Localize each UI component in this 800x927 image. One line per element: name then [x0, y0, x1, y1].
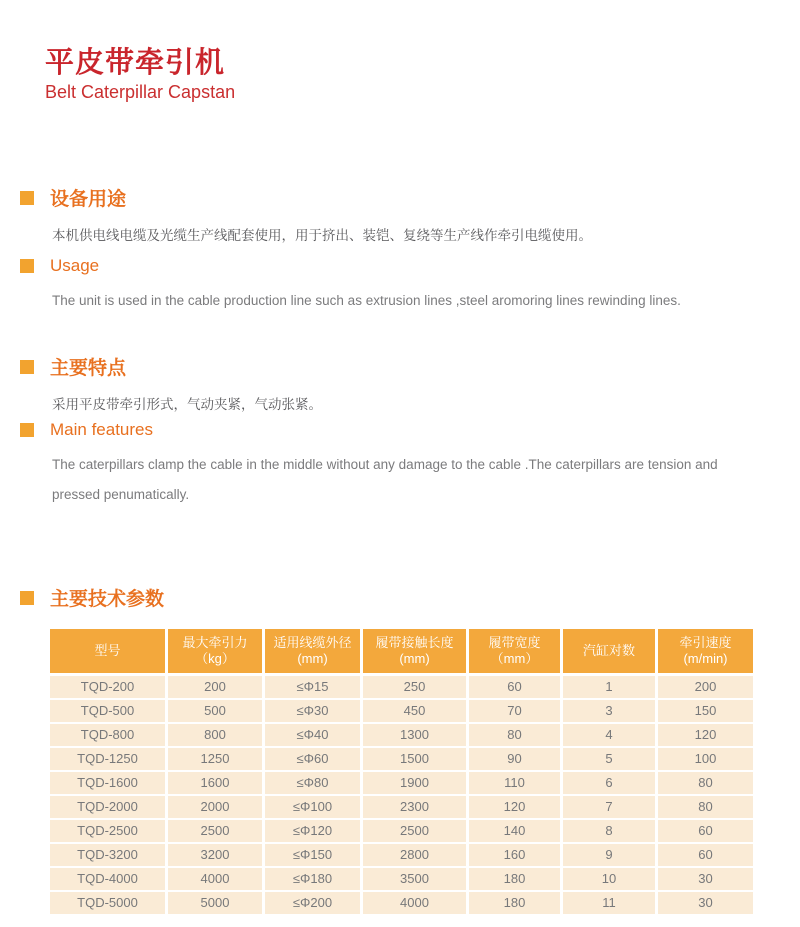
table-cell: 250 — [363, 676, 466, 698]
section-heading-row — [20, 584, 780, 611]
table-cell: 500 — [168, 700, 262, 722]
table-cell: 5000 — [168, 892, 262, 914]
table-header-row — [50, 629, 753, 673]
table-cell: 1 — [563, 676, 655, 698]
section-body-text: The caterpillars clamp the cable in the middle without any damage to the cable .The caterpillars are tension and pressed penumatically. — [52, 457, 718, 502]
table-cell: 9 — [563, 844, 655, 866]
table-row — [50, 676, 753, 698]
square-bullet-icon — [20, 259, 34, 273]
table-row — [50, 892, 753, 914]
table-cell: 1500 — [363, 748, 466, 770]
section-usage-en — [20, 256, 780, 316]
page-title-chinese: 平皮带牵引机 — [45, 47, 226, 79]
column-header: 型号 — [50, 629, 165, 673]
section-heading-row — [20, 353, 780, 380]
table-row — [50, 844, 753, 866]
page-title-english: Belt Caterpillar Capstan — [45, 82, 236, 102]
table-cell: ≤Φ40 — [265, 724, 360, 746]
square-bullet-icon — [20, 191, 34, 205]
column-header: 牵引速度 (m/min) — [658, 629, 753, 673]
section-heading: Main features — [50, 420, 153, 439]
table-cell: 4 — [563, 724, 655, 746]
table-cell: 110 — [469, 772, 560, 794]
table-row — [50, 772, 753, 794]
column-header: 最大牵引力 （kg） — [168, 629, 262, 673]
table-cell: 8 — [563, 820, 655, 842]
table-cell: TQD-500 — [50, 700, 165, 722]
column-header: 履带接触长度 (mm) — [363, 629, 466, 673]
table-cell: 7 — [563, 796, 655, 818]
table-cell: 3200 — [168, 844, 262, 866]
table-cell: 30 — [658, 868, 753, 890]
table-cell: TQD-1600 — [50, 772, 165, 794]
square-bullet-icon — [20, 423, 34, 437]
table-cell: 140 — [469, 820, 560, 842]
table-cell: 200 — [168, 676, 262, 698]
table-cell: 150 — [658, 700, 753, 722]
section-main-features-en — [20, 420, 780, 510]
table-cell: TQD-1250 — [50, 748, 165, 770]
table-cell: 30 — [658, 892, 753, 914]
table-cell: 11 — [563, 892, 655, 914]
table-cell: ≤Φ15 — [265, 676, 360, 698]
table-cell: 2500 — [363, 820, 466, 842]
section-heading-row — [20, 184, 780, 211]
table-cell: ≤Φ120 — [265, 820, 360, 842]
section-heading-row — [20, 256, 780, 276]
table-cell: 160 — [469, 844, 560, 866]
table-cell: 2300 — [363, 796, 466, 818]
section-main-features-cn — [20, 353, 780, 420]
table-cell: 2800 — [363, 844, 466, 866]
table-cell: 180 — [469, 868, 560, 890]
table-cell: 450 — [363, 700, 466, 722]
section-device-usage-cn — [20, 184, 780, 251]
table-cell: 4000 — [168, 868, 262, 890]
table-cell: 120 — [469, 796, 560, 818]
table-cell: ≤Φ150 — [265, 844, 360, 866]
table-cell: 1250 — [168, 748, 262, 770]
table-cell: 800 — [168, 724, 262, 746]
table-cell: 1600 — [168, 772, 262, 794]
table-body — [50, 676, 753, 914]
table-cell: 6 — [563, 772, 655, 794]
table-cell: ≤Φ30 — [265, 700, 360, 722]
table-cell: TQD-3200 — [50, 844, 165, 866]
square-bullet-icon — [20, 360, 34, 374]
table-cell: TQD-200 — [50, 676, 165, 698]
table-row — [50, 820, 753, 842]
section-heading: 主要技术参数 — [50, 589, 165, 610]
table-cell: 120 — [658, 724, 753, 746]
square-bullet-icon — [20, 591, 34, 605]
column-header: 汽缸对数 — [563, 629, 655, 673]
table-row — [50, 868, 753, 890]
table-cell: 200 — [658, 676, 753, 698]
section-body-text: 本机供电线电缆及光缆生产线配套使用，用于挤出、装铠、复绕等生产线作牵引电缆使用。 — [52, 228, 592, 243]
table-cell: 2000 — [168, 796, 262, 818]
table-cell: ≤Φ60 — [265, 748, 360, 770]
table-cell: ≤Φ100 — [265, 796, 360, 818]
section-tech-parameters — [20, 584, 780, 611]
table-cell: 100 — [658, 748, 753, 770]
table-cell: 60 — [658, 820, 753, 842]
table-cell: TQD-2500 — [50, 820, 165, 842]
table-cell: 80 — [658, 772, 753, 794]
table-cell: 180 — [469, 892, 560, 914]
table-cell: 1900 — [363, 772, 466, 794]
section-body-text: The unit is used in the cable production line such as extrusion lines ,steel aromoring lines rewinding lines. — [52, 293, 681, 308]
table-row — [50, 700, 753, 722]
table-cell: 3 — [563, 700, 655, 722]
table-cell: TQD-2000 — [50, 796, 165, 818]
section-heading: 主要特点 — [50, 358, 127, 379]
section-heading: 设备用途 — [50, 189, 127, 210]
table-cell: 80 — [469, 724, 560, 746]
table-cell: 5 — [563, 748, 655, 770]
table-cell: 80 — [658, 796, 753, 818]
table-cell: 70 — [469, 700, 560, 722]
table-cell: TQD-800 — [50, 724, 165, 746]
table-cell: 90 — [469, 748, 560, 770]
section-heading-row — [20, 420, 780, 440]
table-cell: ≤Φ80 — [265, 772, 360, 794]
spec-table — [50, 629, 753, 914]
section-heading: Usage — [50, 256, 100, 275]
table-row — [50, 748, 753, 770]
section-body-text: 采用平皮带牵引形式，气动夹紧，气动张紧。 — [52, 397, 322, 412]
table-cell: TQD-5000 — [50, 892, 165, 914]
table-cell: 10 — [563, 868, 655, 890]
table-cell: 60 — [658, 844, 753, 866]
table-row — [50, 724, 753, 746]
table-cell: 2500 — [168, 820, 262, 842]
table-row — [50, 796, 753, 818]
table-cell: 3500 — [363, 868, 466, 890]
column-header: 适用线缆外径 (mm) — [265, 629, 360, 673]
table-cell: 4000 — [363, 892, 466, 914]
column-header: 履带宽度 （mm） — [469, 629, 560, 673]
table-cell: TQD-4000 — [50, 868, 165, 890]
table-cell: ≤Φ180 — [265, 868, 360, 890]
table-cell: 1300 — [363, 724, 466, 746]
table-cell: ≤Φ200 — [265, 892, 360, 914]
table-cell: 60 — [469, 676, 560, 698]
